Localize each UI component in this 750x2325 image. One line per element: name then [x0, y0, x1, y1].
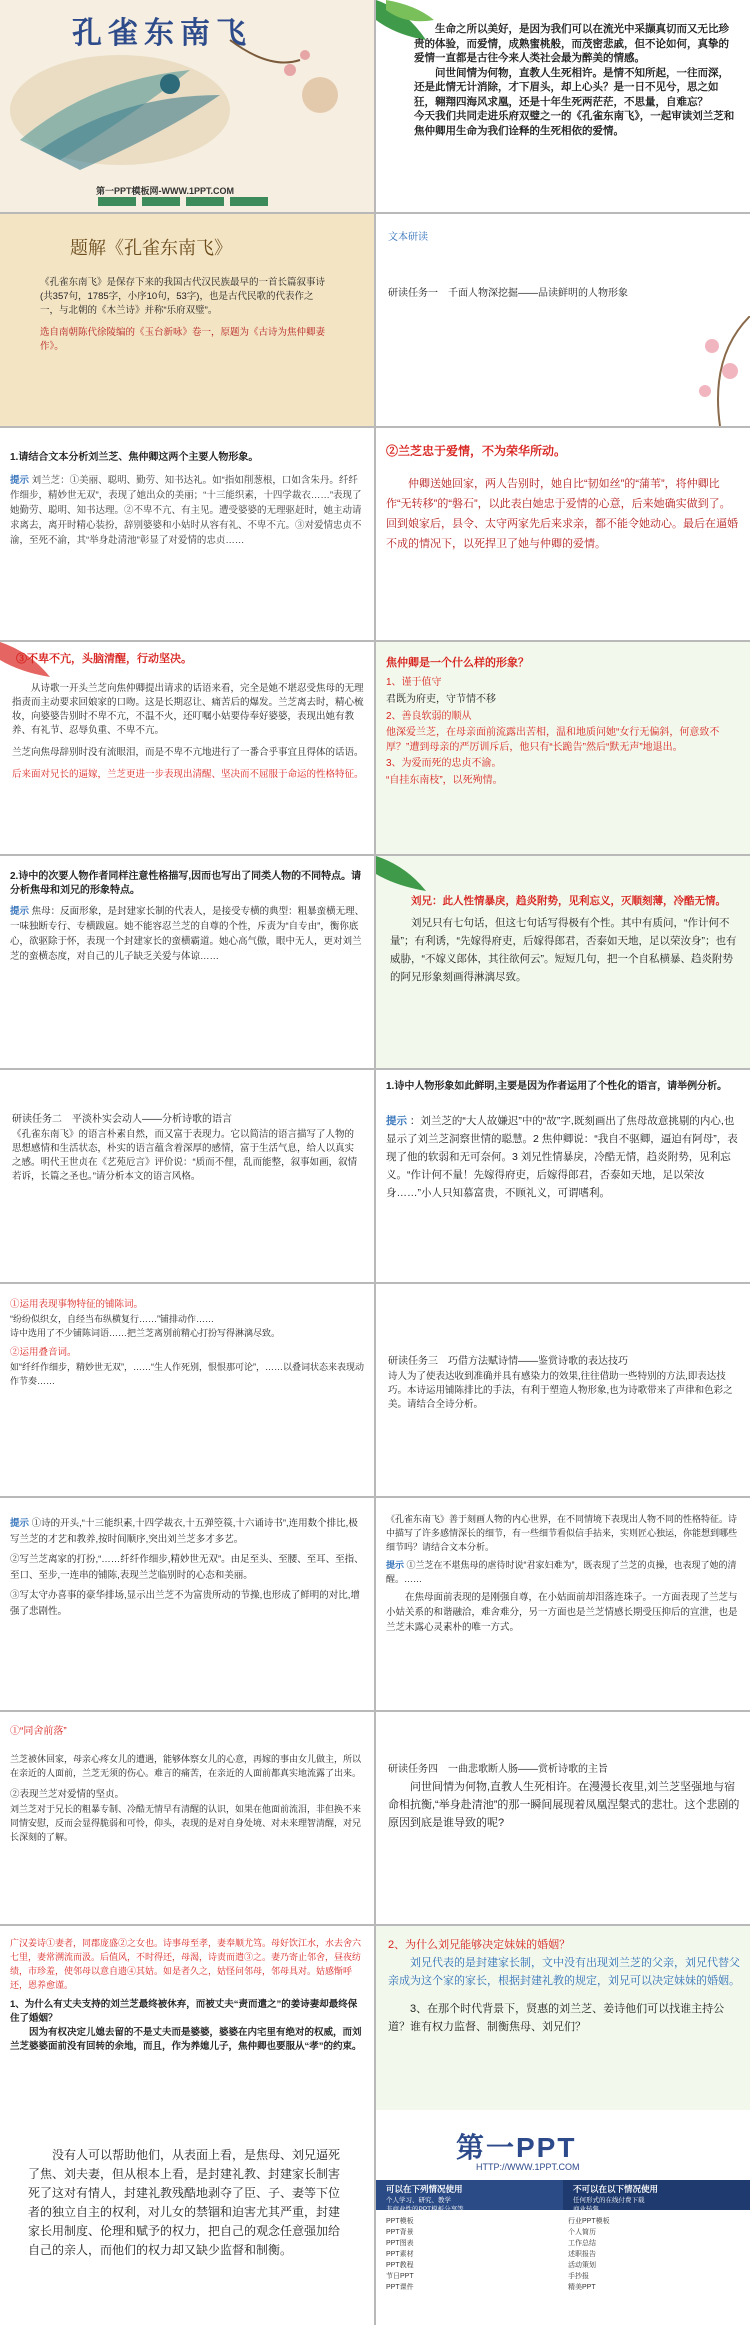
- link-item[interactable]: 述职报告: [568, 2251, 596, 2258]
- slide-10-brother[interactable]: [376, 856, 750, 1068]
- slide-3-title-explain[interactable]: [0, 214, 374, 426]
- nav-button-1[interactable]: [98, 197, 136, 206]
- intro-paragraph-3: 今天我们共同走进乐府双璧之一的《孔雀东南飞》，一起审读刘兰芝和焦仲卿用生命为我们诠释的生死相依的爱情。: [414, 110, 735, 137]
- slide-14-technique[interactable]: [376, 1284, 750, 1496]
- language-body: 《孔雀东南飞》的语言朴素自然，而又富于表现力。它以简洁的语言描写了人物的思想感情和生活状态，朴实的语言蕴含着深厚的感情，富于生活气息，给人以真实之感。明代王世贞在《艺苑卮言》评价说：“质而不俚，乱而能整，叙事如画，叙情若诉，长篇之圣也。”请分析本文的语言风格。: [12, 1129, 358, 1182]
- link-item[interactable]: PPT素材: [386, 2251, 414, 2258]
- usage-forbidden-item-1: 任何形式的在线付费下载: [573, 2197, 645, 2204]
- wording-para-3: 如“纤纤作细步，精妙世无双”，……“生人作死别，恨恨那可论”，……以叠词状态来表现动作节奏……: [10, 1362, 364, 1386]
- link-item[interactable]: 个人简历: [568, 2229, 596, 2236]
- usage-forbidden-item-2: 商业转售: [573, 2206, 599, 2213]
- slide-8-jiao[interactable]: [376, 642, 750, 854]
- cover-title: 孔雀东南飞: [72, 17, 252, 50]
- wording-para-1: “纷纷似织女，自经当布纵横复行……”铺排动作……: [10, 1314, 214, 1324]
- link-item[interactable]: 精美PPT: [568, 2284, 596, 2291]
- jiangshi-text: 广汉姜诗①妻者，同郡庞盛②之女也。诗事母至孝，妻奉顺尤笃。母好饮江水，水去舍六七里，妻常溯流而汲。后值风，不时得还，母渴，诗责而遣③之。妻乃寄止邻舍，昼夜纺绩，市珍羞，使邻母以意自遗④其姑。如是者久之，姑怪问邻母，邻母具对。姑感惭呼还，恩养愈谨。: [10, 1938, 362, 1990]
- brand-url: HTTP://WWW.1PPT.COM: [476, 2162, 580, 2172]
- slide-11-language[interactable]: [0, 1070, 374, 1282]
- jiao-point-3-quote: “自挂东南枝”，以死殉情。: [386, 775, 503, 786]
- minor-body: 焦母：反面形象，是封建家长制的代表人，是接受专横的典型：粗暴蛮横无理、一味独断专行、专横跋扈。她不能容忍兰芝的自尊的个性，斥责为“自专由”，衡你底心，欲驱除于怀，表现一个封建家长的蛮横霸道。她心高气傲，眼中无人，更对刘兰芝的蛮横态度，对自己的儿子缺乏关爱与体谅……: [10, 906, 365, 962]
- slide-16-details[interactable]: [376, 1498, 750, 1710]
- explain-para-2: 选自南朝陈代徐陵编的《玉台新咏》卷一，原题为《古诗为焦仲卿妻作》。: [40, 327, 326, 352]
- brother-body: 刘兄只有七句话，但这七句话写得极有个性。其中有质问，“作计何不量”；有利诱，“先嫁得府吏，后嫁得郎君，否泰如天地，足以荣汝身”；也有威胁，“不嫁义郎体，其往欲何云”。短短几句，把一个自私横暴、趋炎附势的阿兄形象刻画得淋漓尽致。: [390, 917, 737, 983]
- conclusion-body: 没有人可以帮助他们，从表面上看，是焦母、刘兄逼死了焦、刘夫妻，但从根本上看，是封建礼教、封建家长制害死了这对有情人，封建礼教残酷地剥夺了臣、子、妻等下位者的独立自主的权利，对儿女的禁锢和迫害尤其严重，封建家长用制度、伦理和赋予的权力，把自己的观念任意强加给自己的亲人，而他们的权力却又缺少监督和制衡。: [28, 2148, 341, 2257]
- loyalty-heading: ②兰芝忠于爱情，不为荣华所动。: [386, 444, 567, 458]
- loyalty-body: 仲卿送她回家，两人告别时，她自比“韧如丝”的“蒲苇”，将仲卿比作“无转移”的“磐石”，以此表白她忠于爱情的心意，后来她确实做到了。回到娘家后，县令、太守两家先后来求亲，都不能令她动心。最后在逼婚不成的情况下，以死捍卫了她与仲卿的爱情。: [386, 478, 738, 550]
- slide-20-brother-power[interactable]: [376, 1926, 750, 2138]
- link-item[interactable]: PPT图表: [386, 2240, 414, 2247]
- character-para-3: 后来面对兄长的逼嫁，兰芝更进一步表现出清醒、坚决而不屈服于命运的性格特征。: [12, 769, 364, 780]
- character-para-2: 兰芝向焦母辞别时没有流眼泪，而是不卑不亢地进行了一番合乎事宜且得体的话语。: [12, 747, 364, 758]
- tears-para-2: 刘兰芝对于兄长的粗暴专制、冷酷无情早有清醒的认识，如果在他面前流泪，非但换不来同情安慰，反而会显得脆弱和可怜，仰头，表现的是对自身处境、对未来理智清醒，对兄长深刻的了解。: [10, 1804, 362, 1842]
- wording-point-2: ②运用叠音词。: [10, 1347, 77, 1358]
- link-item[interactable]: PPT教程: [386, 2262, 414, 2269]
- usage-allowed-item-2: 非商业性的PPT模板分享等: [386, 2206, 464, 2213]
- nav-button-4[interactable]: [230, 197, 268, 206]
- slide-18-theme[interactable]: [376, 1712, 750, 1924]
- link-item[interactable]: 工作总结: [568, 2240, 596, 2247]
- slide-19-jiangshi[interactable]: [0, 1926, 374, 2138]
- tip-label: 提示: [10, 1518, 30, 1529]
- theme-body: 问世间情为何物,直教人生死相许。在漫漫长夜里,刘兰芝坚强地与宿命相抗衡,“举身赴清池”的那一瞬间展现着凤凰涅槃式的悲壮。这个悲剧的原因到底是谁导致的呢?: [388, 1781, 740, 1829]
- task2-heading: 研读任务二 平淡朴实会动人——分析诗歌的语言: [12, 1114, 232, 1125]
- link-item[interactable]: 手抄报: [568, 2273, 589, 2280]
- cover-buttons: [98, 197, 268, 206]
- jiao-point-2-detail: 他深爱兰芝，在母亲面前流露出苦相，温和地质问她“女行无偏斜，何意致不厚？”遭到母亲的严厉训斥后，他只有“长跪告”然后“默无声”地退出。: [386, 727, 720, 753]
- parallel-point-2: ②写兰芝离家的打扮,“……纤纤作细步,精妙世无双”。由足至头、至腰、至耳、至指、至口、至步,一连串的铺陈,表现兰芝临别时的心态和美丽。: [10, 1554, 364, 1581]
- slide-9-minor-characters[interactable]: [0, 856, 374, 1068]
- slide-6-loyalty[interactable]: [376, 428, 750, 640]
- peacock-painting: [0, 0, 374, 212]
- jiangshi-question: 1、为什么有丈夫支持的刘兰芝最终被休弃，而被丈夫“责而遣之”的姜诗妻却最终保住了婚姻？: [10, 1999, 358, 2024]
- jiangshi-answer: 因为有权决定儿媳去留的不是丈夫而是婆婆，婆婆在内宅里有绝对的权威，而刘兰芝婆婆面前没有回转的余地，而且，作为养媳儿子，焦仲卿也要服从“孝”的约束。: [10, 2027, 362, 2052]
- nav-button-2[interactable]: [142, 197, 180, 206]
- analysis-body: 刘兰芝：①美丽、聪明、勤劳、知书达礼。如“指如削葱根，口如含朱丹。纤纤作细步，精妙世无双”，表现了她出众的美丽；“十三能织素，十四学裁衣……”表现了她勤劳、聪明、知书达理。②不卑不亢、有主见。遭受婆婆的无理驱赶时，她主动请求离去，离开时精心装扮，辞别婆婆和小姑时从容有礼、不卑不亢。③对爱情忠贞不渝，至死不渝，其“举身赴清池”彰显了对爱情的忠贞……: [10, 475, 362, 546]
- power-question: 2、为什么刘兄能够决定妹妹的婚姻？: [388, 1939, 571, 1951]
- question-1: 1.请结合文本分析刘兰芝、焦仲卿这两个主要人物形象。: [10, 452, 259, 463]
- task4-heading: 研读任务四 一曲悲歌断人肠——赏析诗歌的主旨: [388, 1764, 608, 1775]
- jiao-point-3: 3、为爱而死的忠贞不渝。: [386, 758, 502, 769]
- slide-1-cover[interactable]: [0, 0, 374, 212]
- slide-4-reading[interactable]: [376, 214, 750, 426]
- tip-label: 提示: [386, 1560, 405, 1570]
- slide-5-analysis[interactable]: [0, 428, 374, 640]
- reading-heading: 文本研读: [388, 232, 428, 243]
- slide-22-ppt-brand[interactable]: [376, 2110, 750, 2325]
- blossom-decoration: [650, 316, 750, 426]
- explain-para-1: 《孔雀东南飞》是保存下来的我国古代汉民族最早的一首长篇叙事诗(共357句，1785字，小序10句，53字)，也是古代民歌的代表作之一，与北朝的《木兰诗》并称“乐府双璧”。: [40, 277, 326, 316]
- wording-para-2: 诗中选用了不少铺陈词语……把兰芝离别前精心打扮写得淋漓尽致。: [10, 1328, 281, 1338]
- brand-logo: 第一PPT: [456, 2132, 577, 2163]
- details-point-2: 在焦母面前表现的是刚强自尊，在小姑面前却泪落连珠子。一方面表现了兰芝与小姑关系的和谐融洽，难舍难分，另一方面也是兰芝情感长期受压抑后的宣泄，也是兰芝未露心灵素朴的唯一方式。: [386, 1592, 738, 1633]
- tip-label: 提示: [10, 475, 30, 486]
- jiao-heading: 焦仲卿是一个什么样的形象？: [386, 657, 529, 669]
- jiao-point-1: 1、谨于值守: [386, 677, 442, 688]
- tip-label: 提示: [10, 906, 30, 917]
- task1-heading: 研读任务一 千面人物深挖掘——品读鲜明的人物形象: [388, 288, 628, 299]
- leaf-decoration: [376, 856, 436, 896]
- tears-heading: ①“同舍前落”: [10, 1726, 67, 1737]
- link-item[interactable]: 行业PPT模板: [568, 2218, 610, 2225]
- wording-point-1: ①运用表现事物特征的铺陈词。: [10, 1299, 144, 1310]
- tip-label: 提示: [386, 1115, 407, 1127]
- link-item[interactable]: PPT模板: [386, 2218, 414, 2225]
- usage-allowed-item-1: 个人学习、研究、教学: [386, 2197, 451, 2204]
- details-point-1: ①兰芝在不堪焦母的虐待时说“君家妇难为”，既表现了兰芝的贞操，也表现了她的清醒。……: [386, 1560, 737, 1584]
- slide-15-parallelism[interactable]: [0, 1498, 374, 1710]
- slide-21-conclusion[interactable]: [0, 2110, 374, 2325]
- slide-12-language-analysis[interactable]: [376, 1070, 750, 1282]
- slide-17-tears[interactable]: [0, 1712, 374, 1924]
- explain-heading: 题解《孔雀东南飞》: [70, 238, 232, 258]
- question-2: 2.诗中的次要人物作者同样注意性格描写,因而也写出了同类人物的不同特点。请分析焦母和刘兄的形象特点。: [10, 871, 362, 896]
- brother-summary: 刘兄：此人性情暴戾，趋炎附势，见利忘义，灭顺刻薄，冷酷无情。: [411, 895, 726, 907]
- slide-7-character[interactable]: [0, 642, 374, 854]
- tears-para-1: 兰芝被休回家，母亲心疼女儿的遭遇，能够体察女儿的心意，再嫁的事由女儿做主，所以在亲近的人面前，兰芝无须的伤心。难言的痛苦，在亲近的人面前都真实地流露了出来。: [10, 1754, 362, 1778]
- link-item[interactable]: PPT背景: [386, 2229, 414, 2236]
- link-item[interactable]: 活动策划: [568, 2262, 596, 2269]
- link-item[interactable]: 节日PPT: [386, 2273, 414, 2280]
- technique-body: 诗人为了使表达收到准确并具有感染力的效果,往往借助一些特别的方法,即表达技巧。本诗运用铺陈排比的手法，有利于塑造人物形象,也为诗歌带来了声律和色彩之美。请结合全诗分析。: [388, 1371, 733, 1410]
- parallel-point-3: ③写太守办喜事的豪华排场,显示出兰芝不为富贵所动的节操,也形成了鲜明的对比,增强了悲剧性。: [10, 1590, 360, 1617]
- language-analysis-body: ：刘兰芝的“大人故嫌迟”中的“故”字,既刻画出了焦母故意挑剔的内心,也显示了刘兰芝洞察世情的聪慧。2 焦仲卿说：“我自不驱卿，逼迫有阿母”，表现了他的软弱和无可奈何。3 刘兄性情暴戾，冷酷无情，趋炎附势，见利忘义。“作计何不量！先嫁得府吏，后嫁得郎君，否泰如天地，足以荣汝身……”小人只知慕富贵，不顾礼义，可谓嗜利。: [386, 1115, 738, 1199]
- intro-paragraph-2: 问世间情为何物，直教人生死相许。是情不知所起，一往而深，还是此情无计消除，才下眉头，却上心头？是一日不见兮，思之如狂，翱翔四海风求凰，还是十年生死两茫茫，不思量，自难忘？: [414, 66, 729, 108]
- question-3: 1.诗中人物形象如此鲜明,主要是因为作者运用了个性化的语言，请举例分析。: [386, 1081, 728, 1092]
- details-intro: 《孔雀东南飞》善于刻画人物的内心世界，在不同情境下表现出人物不同的性格特征。诗中描写了许多感情深长的细节，有一些细节看似信手拈来，实则匠心独运，你能想到哪些细节吗？请结合文本分析。: [386, 1514, 738, 1552]
- power-answer: 刘兄代表的是封建家长制，文中没有出现刘兰芝的父亲，刘兄代替父亲成为这个家的家长，根据封建礼教的规定，刘兄可以决定妹妹的婚姻。: [388, 1957, 740, 1987]
- usage-forbidden-title: 不可以在以下情况使用: [573, 2184, 659, 2194]
- nav-button-3[interactable]: [186, 197, 224, 206]
- tears-point-2: ②表现兰芝对爱情的坚贞。: [10, 1789, 125, 1800]
- slide-2-intro[interactable]: [376, 0, 750, 212]
- character-para-1: 从诗歌一开头兰芝向焦仲卿提出请求的话语来看，完全是她不堪忍受焦母的无理指责而主动要求回娘家的口吻。这是长期忍让、痛苦后的爆发。兰芝离去时，精心梳妆，向婆婆告别时不卑不亢，不温不火，还叮嘱小姑要侍奉好婆婆，表现出她有教养、有礼节、忍辱负重、不卑不亢。: [12, 683, 364, 736]
- task3-heading: 研读任务三 巧借方法赋诗情——鉴赏诗歌的表达技巧: [388, 1356, 628, 1367]
- jiao-point-2: 2、善良软弱的顺从: [386, 711, 472, 722]
- usage-allowed-title: 可以在下列情况使用: [386, 2184, 463, 2194]
- cover-footer: 第一PPT模板网-WWW.1PPT.COM: [96, 186, 234, 196]
- link-item[interactable]: PPT课件: [386, 2284, 414, 2291]
- power-question-3: 3、在那个时代背景下，贤惠的刘兰芝、姜诗他们可以找谁主持公道？谁有权力监督、制衡焦母、刘兄们？: [388, 2003, 725, 2033]
- character-heading: ③不卑不亢，头脑清醒，行动坚决。: [16, 653, 192, 665]
- intro-paragraph-1: 生命之所以美好，是因为我们可以在流光中采撷真切而又无比珍贵的体验，而爱情，成熟蜜桃般，而茂密悲戚，但不论如何，真挚的爱情一直都是古往今来人类社会最为醉美的情感。: [414, 23, 729, 64]
- parallel-point-1: ①诗的开头,“十三能织素,十四学裁衣,十五弹箜篌,十六诵诗书”,连用数个排比,极写兰芝的才艺和教养,按时间顺序,突出刘兰芝多才多艺。: [10, 1518, 358, 1545]
- jiao-point-1-quote: 君既为府吏，守节情不移: [386, 694, 496, 705]
- slide-13-wording[interactable]: [0, 1284, 374, 1496]
